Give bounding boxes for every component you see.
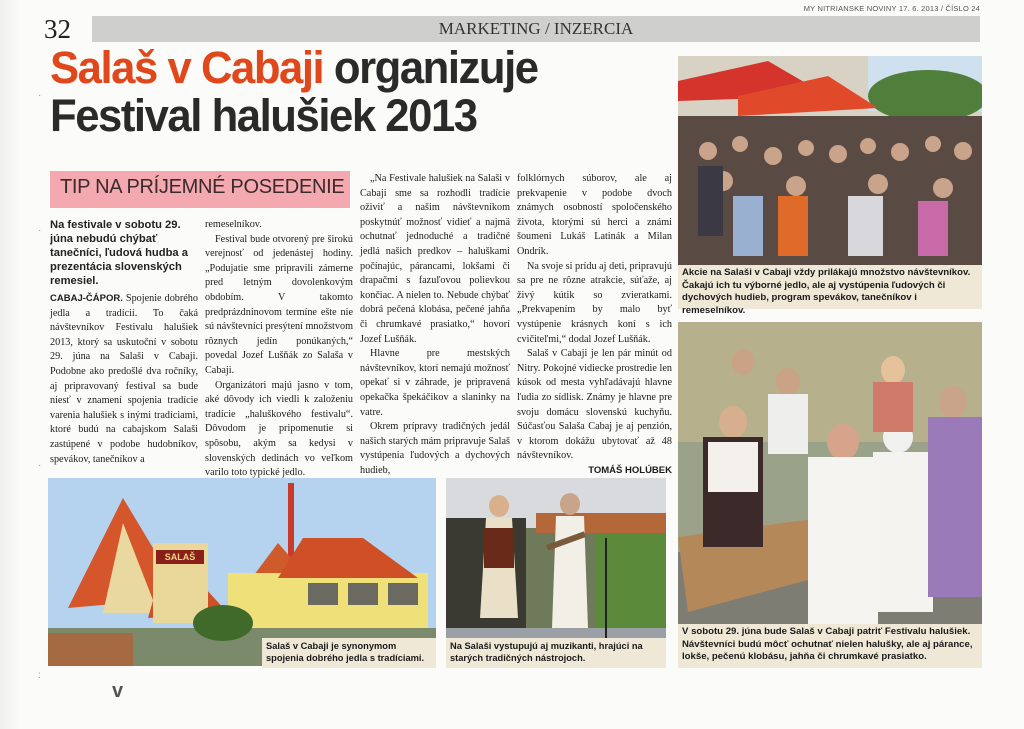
binding-mark: : [38, 670, 41, 681]
section-title: MARKETING / INZERCIA [438, 19, 634, 38]
binding-mark: · [38, 225, 42, 236]
headline-red: Salaš v Cabaji [50, 42, 324, 93]
scan-edge [0, 0, 20, 729]
col4-para-a: folklórnych súborov, ale aj prekvapenie v podobe dvoch známych osobností spoločenského života, ktorými sú herci a známi šoumeni Lukáš Latinák a Milan Ondrík. [517, 173, 672, 257]
building-caption: Salaš v Cabaji je synonymom spojenia dobrého jedla s tradíciami. [262, 638, 436, 668]
col3-para-a: „Na Festivale halušiek na Salaši v Cabaji sme sa rozhodli tradície oživiť a našim návštevníkom poskytnúť možnosť vidieť a najmä ochutnať jednoduché a tradičné jedlá našich predkov – haluškami počínajúc, párancami, lokšami či drapačmi s fazuľovou polievkou končiac. A nielen to. Nebude chýbať dobrá pečená klobása, pečené jahňa či chrumkavé prasiatko,“ hovorí Jozef Lušňák. [360, 173, 510, 345]
text-column-1 [50, 292, 198, 467]
lead-paragraph: Na festivale v sobotu 29. júna nebudú chýbať tanečníci, ľudová hudba a prezentácia slovenských remesiel. [50, 219, 188, 287]
text-column-3 [360, 172, 510, 478]
tip-label: TIP NA PRÍJEMNÉ POSEDENIE [60, 176, 345, 198]
text-column-4 [517, 172, 672, 478]
col4-para-c: Salaš v Cabaji je len pár minút od Nitry. Pokojné vidiecke prostredie len kúsok od mesta vyhľadávajú hlavne ľudia zo sídlisk. Známy je hlavne pre svoju domácu slovenskú kuchyňu. Súčasťou Salaša Cabaj je aj penzión, v ktorom dokážu ubytovať až 48 návštevníkov. [517, 348, 672, 462]
musicians-caption: Na Salaši vystupujú aj muzikanti, hrajúci na starých tradičných nástrojoch. [446, 638, 666, 668]
crowd-caption: Akcie na Salaši v Cabaji vždy prilákajú množstvo návštevníkov. Čakajú ich tu výborné jedlo, ale aj vystúpenia ľudových či dychových hudieb, program spevákov, tanečníkov i remeselníkov. [678, 265, 982, 309]
col4-para-b: Na svoje si prídu aj deti, pripravujú sa pre ne rôzne atrakcie, súťaže, aj živý kútik so zvieratkami. „Prekvapením by malo byť vystúpenie krásnych koní s ich cvičiteľmi,“ dodal Jozef Lušňák. [517, 260, 672, 345]
col2-para-c: Organizátori majú jasno v tom, aké dôvody ich viedli k založeniu tradície „haluškového festivalu“. Dôvodom je pripomenutie si spôsobu, akým sa kedysi v slovenských dedinách vo veľkom varilo toto typické jedlo. [205, 379, 353, 479]
crowd-photo [678, 56, 982, 265]
building-sign: SALAŠ [164, 552, 196, 562]
col2-para-b: Festival bude otvorený pre širokú verejnosť od jedenástej hodiny. „Podujatie sme pripravili zámerne pred letným dovolenkovým obdobím. V takomto predprázdninovom termíne ešte nie sú návštevníci presýtení množstvom rôznych jedín ponúkaných,“ povedal Jozef Lušňák zo Salaša v Cabaji. [205, 233, 353, 376]
headline-line-2: Festival halušiek 2013 [50, 90, 477, 141]
headline-rest: organizuje [323, 42, 538, 93]
col1-text: Spojenie dobrého jedla a tradícií. To čaká návštevníkov Festivalu halušiek 2013, ktorý sa uskutoční v sobotu 29. júna na Salaši v Cabaji. Podobne ako predošlé dva ročníky, aj pripravovaný festival sa bude niesť v znamení spojenia tradície varenia halušiek s inými tradíciami, ktoré budú na cabajskom Salaši zastúpené v podobe hudobníkov, spevákov, tanečníkov a [50, 293, 198, 465]
issue-meta: MY NITRIANSKE NOVINY 17. 6. 2013 / ČÍSLO 24 [803, 4, 980, 13]
page-number: 32 [44, 14, 71, 44]
col2-para-a: remeselníkov. [205, 219, 262, 230]
binding-mark: · [38, 90, 42, 101]
cut-off-glyph: v [112, 680, 124, 702]
col3-para-c: Okrem prípravy tradičných jedál našich starých mám pripravuje Salaš vystúpenia ľudových a dychových hudieb, [360, 421, 510, 476]
cooking-photo [678, 322, 982, 624]
binding-mark: · [38, 460, 42, 471]
author-byline: TOMÁŠ HOLÚBEK [588, 464, 672, 476]
col3-para-b: Hlavne pre mestských návštevníkov, ktorí nemajú možnosť opekať si v záhrade, je pripravená opekačka špekáčikov a slaninky na vatre. [360, 348, 510, 418]
headline [50, 44, 651, 140]
text-column-2 [205, 218, 353, 481]
dateline: CABAJ-ČÁPOR. [50, 293, 123, 304]
cooking-caption: V sobotu 29. júna bude Salaš v Cabaji patriť Festivalu halušiek. Návštevníci budú môcť ochutnať nielen halušky, ale aj párance, lokše, pečenú klobásu, jahňa či chrumkavé prasiatko. [678, 624, 982, 668]
